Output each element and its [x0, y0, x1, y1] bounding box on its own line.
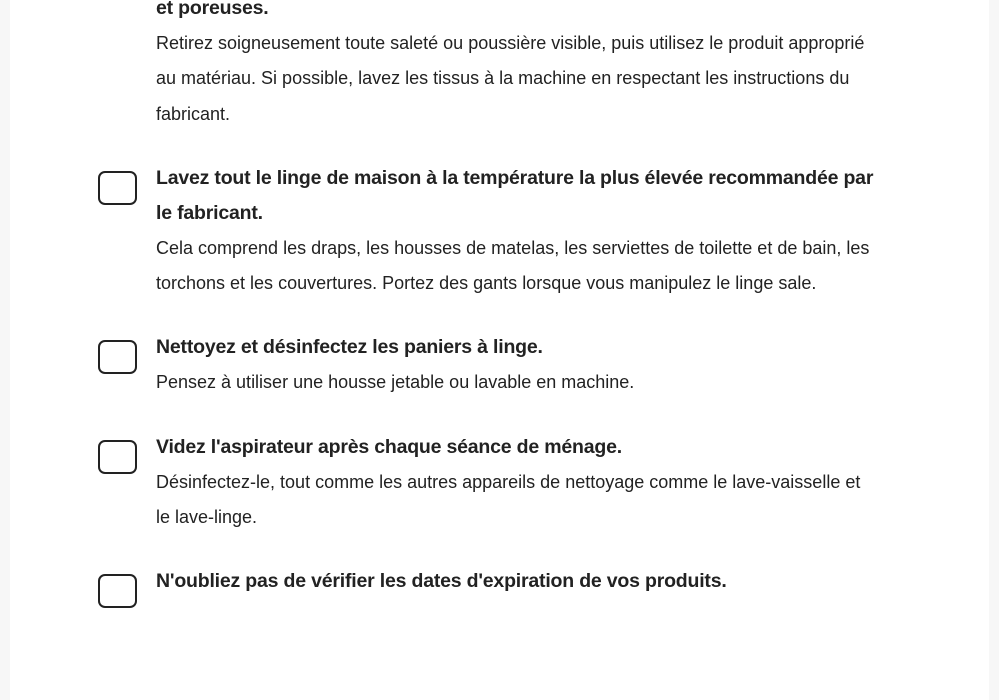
checklist-item-description: Cela comprend les draps, les housses de matelas, les serviettes de toilette et de bain, les torchons et les couvertures. Portez des gants lorsque vous manipulez le linge sale. [156, 237, 870, 294]
checklist-item-linen [0, 161, 999, 302]
checklist-item-expiration-dates [0, 564, 999, 599]
checklist-item-vacuum [0, 430, 999, 536]
checklist-item-description: Pensez à utiliser une housse jetable ou lavable en machine. [156, 372, 635, 393]
checklist-item-title: Nettoyez et désinfectez les paniers à linge. [156, 336, 543, 359]
checklist-item-laundry-baskets [0, 330, 999, 400]
checklist-item-sofas [0, 0, 999, 132]
checklist-item-title: Lavez tout le linge de maison à la température la plus élevée recommandée par le fabricant. [156, 166, 874, 224]
checklist-item-title: Videz l'aspirateur après chaque séance de ménage. [156, 435, 622, 458]
checklist-checkbox-laundry-baskets[interactable] [98, 340, 137, 374]
checklist-item-title: et poreuses. [156, 0, 269, 19]
checklist-checkbox-expiration-dates[interactable] [98, 574, 137, 608]
checklist-item-title: N'oubliez pas de vérifier les dates d'expiration de vos produits. [156, 570, 727, 593]
checklist-checkbox-vacuum[interactable] [98, 440, 137, 474]
checklist-item-description: Retirez soigneusement toute saleté ou poussière visible, puis utilisez le produit approprié au matériau. Si possible, lavez les tissus à la machine en respectant les instructions du fabricant. [156, 33, 865, 124]
checklist-checkbox-linen[interactable] [98, 171, 137, 205]
checklist-item-description: Désinfectez-le, tout comme les autres appareils de nettoyage comme le lave-vaisselle et le lave-linge. [156, 471, 861, 528]
